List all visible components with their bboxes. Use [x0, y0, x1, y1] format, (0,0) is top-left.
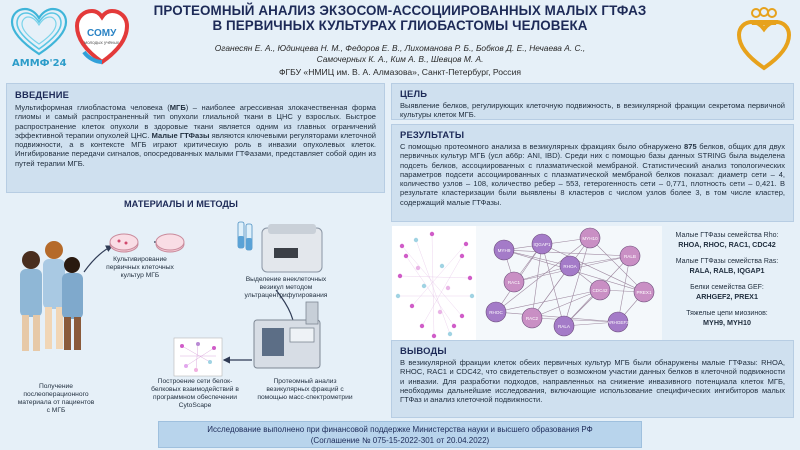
ammf-logo-text: АММФ'24 [12, 58, 67, 69]
legend-gef-title: Белки семейства GEF: [690, 284, 764, 291]
legend-rho-title: Малые ГТФазы семейства Rho: [675, 232, 779, 239]
results-text: С помощью протеомного анализа в везикулярных фракциях было обнаружено 875 белков, общих для двух первичных культур МГБ (усл а66р: ANI, IBD). Среди них с помощью базы данных STRING была выделена подсеть белков, ассоциированных с плазматической мембраной. Статистический анализ топологических параметров подсети ассоциированных с плазматической мембраной белков показал: диаметр сети – 4, количество узлов – 108, количество ребер – 553, гетерогенность сети – 0,771, плотность сети – 0,421. В результате кластеризации были выявлены 8 кластеров с числом узлов более 3, в том числе кластер, содержащий малые ГТФазы. [400, 142, 785, 207]
title-line-1: ПРОТЕОМНЫЙ АНАЛИЗ ЭКЗОСОМ-АССОЦИИРОВАННЫХ МАЛЫХ ГТФАЗ [153, 3, 647, 18]
patients-icon [20, 241, 83, 351]
network-node-label: IQGAP1 [533, 242, 551, 247]
conclusions-text: В везикулярной фракции клеток обеих первичных культур МГБ были обнаружены малые ГТФазы: RHOA, RHOC, RAC1 и CDC42, что свидетельствует о возможном участии данных белков в клеточной подвижности и инвазии. Для разработки подходов, направленных на снижение инвазивного потенциала клеток МГБ, необходимы дальнейшие исследования, включающие использование специфических ингибиторов малых ГТФаз и анализ клеточной подвижности. [400, 358, 785, 405]
network-node-label: RAC2 [525, 316, 539, 321]
authors-line-1: Оганесян Е. А., Юдинцева Н. М., Федоров Е. В., Лихоманова Р. Б., Бобков Д. Е., Нечаева А. С., [214, 43, 586, 53]
caption-culture: Культивирование первичных клеточных культур МГБ [106, 256, 174, 279]
legend-myosin-title: Тяжелые цепи миозинов: [686, 310, 768, 317]
title-line-2: В ПЕРВИЧНЫХ КУЛЬТУРАХ ГЛИОБАСТОМЫ ЧЕЛОВЕКА [212, 18, 588, 33]
crowned-heart-logo-icon [736, 6, 792, 72]
network-node-label: RHOA [563, 264, 577, 269]
almazov-logo [736, 6, 792, 72]
petri-dish-icon [110, 234, 184, 252]
authors [140, 43, 660, 65]
caption-network: Построение сети белок-белковых взаимодействий в программном обеспечении CytoScape [151, 378, 239, 409]
methods-diagram [6, 210, 391, 422]
network-node-label: PREX1 [636, 290, 652, 295]
funding-line-2: (Соглашение № 075-15-2022-301 от 20.04.2022) [310, 436, 490, 445]
heart-logo-icon [8, 6, 70, 58]
legend-rho-value: RHOA, RHOC, RAC1, CDC42 [678, 239, 776, 249]
funding-line-1: Исследование выполнено при финансовой поддержке Министерства науки и высшего образования РФ [207, 425, 593, 434]
affiliation: ФГБУ «НМИЦ им. В. А. Алмазова», Санкт-Петербург, Россия [278, 67, 522, 77]
caption-vesicles: Выделение внеклеточных везикул методом ультрацентрифугирования [244, 276, 328, 299]
network-node-label: RALA [557, 324, 571, 329]
protein-network-graph [392, 226, 662, 344]
test-tubes-icon [238, 222, 252, 250]
goal-text: Выявление белков, регулирующих клеточную подвижность, в везикулярной фракции секретома первичной культуры клеток МГБ. [400, 101, 785, 120]
network-node-label: MYH10 [582, 236, 598, 241]
goal-title: ЦЕЛЬ [400, 88, 428, 99]
network-node-label: ARHGEF2 [607, 320, 629, 325]
intro-panel [6, 83, 385, 193]
network-node-label: RALB [623, 254, 637, 259]
somu-logo-subtext: молодых учёных [84, 40, 120, 45]
methods-title: МАТЕРИАЛЫ И МЕТОДЫ [124, 199, 238, 209]
network-node-label: CDC42 [592, 288, 608, 293]
legend-ras-value: RALA, RALB, IQGAP1 [689, 265, 765, 275]
legend-ras-title: Малые ГТФазы семейства Ras: [675, 258, 779, 265]
funding-banner [158, 421, 642, 448]
authors-line-2: Самочерных К. А., Ким А. В., Шевцов М. А. [316, 54, 484, 64]
goal-panel [391, 83, 794, 120]
intro-text: Мультиформная глиобластома человека (МГБ) – наиболее агрессивная злокачественная форма глиомы и самый распространенный тип опухоли глиальной ткани в ЦНС у взрослых. Быстрое распространение клеток опухоли в здоровые ткани является одним из главных ограничений эффективной терапии опухолей ЦНС. Малые ГТФазы являются ключевыми регуляторами клеточной подвижности, а в контексте МГБ играют критическую роль в инвазии опухолевых клеток. Ингибирование передачи сигналов, опосредованных малыми ГТФазами, представляет собой один из путей терапии МГБ. [15, 103, 376, 168]
legend-myosin-value: MYH9, MYH10 [703, 317, 751, 327]
ammf-logo [8, 6, 70, 74]
network-node-label: RAC1 [507, 280, 521, 285]
conclusions-panel [391, 340, 794, 418]
caption-patients: Получение послеоперационного материала от пациентов с МГБ [17, 383, 95, 414]
centrifuge-icon [262, 224, 322, 272]
network-node-label: RHOC [489, 310, 503, 315]
results-title: РЕЗУЛЬТАТЫ [400, 129, 465, 140]
conclusions-title: ВЫВОДЫ [400, 345, 447, 356]
somu-logo-text: СОМУ [87, 28, 117, 39]
results-panel [391, 124, 794, 222]
legend-gef-value: ARHGEF2, PREX1 [696, 291, 758, 301]
poster-title [110, 3, 690, 33]
protein-network-thumbnail-icon [174, 338, 222, 376]
intro-title: ВВЕДЕНИЕ [15, 89, 70, 100]
mass-spectrometer-icon [254, 302, 320, 368]
network-node-label: MYH9 [497, 248, 511, 253]
network-figure [392, 226, 662, 344]
caption-ms: Протеомный анализ везикулярных фракций с помощью масс-спектрометрии [257, 378, 353, 401]
legend [660, 232, 794, 327]
